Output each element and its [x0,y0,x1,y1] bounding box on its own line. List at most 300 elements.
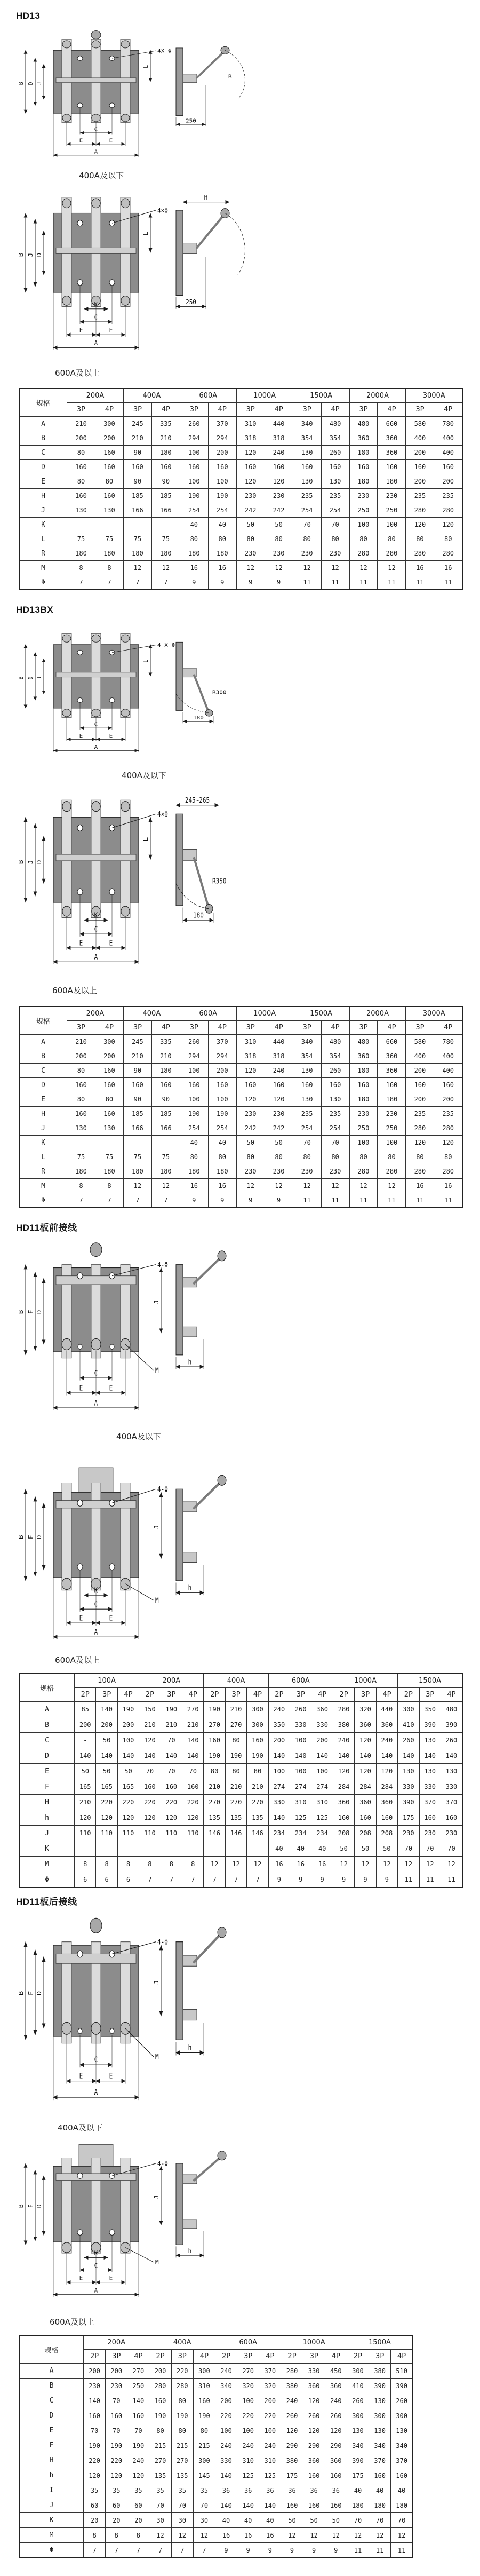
dimension-value-cell: 80 [293,1150,321,1164]
dim-label-e2: E [109,137,113,144]
dimension-value-cell: 11 [406,1193,434,1208]
dim-label-f: F [27,1535,34,1540]
dimension-value-cell: 8 [96,1857,117,1872]
dimension-value-cell: 11 [293,575,321,590]
dimension-value-cell: 160 [236,1078,265,1092]
dimension-value-cell: 260 [347,2393,369,2408]
dimension-value-cell: 12 [151,561,180,575]
dimension-value-cell: 360 [376,1795,397,1810]
dim-label-e2: E [109,1384,113,1392]
dimension-value-cell: 75 [123,1150,151,1164]
dimension-value-cell: 7 [139,1872,161,1888]
dimension-row-label: L [19,1150,67,1164]
dimension-value-cell: 35 [149,2483,171,2498]
dimension-value-cell: 11 [369,2543,391,2558]
dimension-value-cell: 230 [378,1107,406,1121]
dimension-value-cell: 130 [95,503,123,518]
dimension-value-cell: 40 [215,2513,237,2528]
dimension-value-cell: 166 [123,1121,151,1136]
dimension-value-cell: 318 [236,1049,265,1064]
pole-column-header: 4P [378,403,406,417]
dimension-value-cell: 36 [237,2483,259,2498]
dimension-value-cell: 12 [293,561,321,575]
dimension-value-cell: 270 [204,1717,225,1733]
dimension-value-cell: 210 [161,1717,182,1733]
dimension-value-cell: 140 [75,1748,96,1764]
dimension-value-cell: 180 [151,1064,180,1078]
dimension-value-cell: 11 [391,2543,413,2558]
dimension-value-cell: 7 [171,2543,193,2558]
dim-label-r350: R350 [212,877,227,885]
dimension-value-cell: 70 [193,2498,215,2513]
dimension-row [19,460,462,474]
dim-label-250: 250 [186,118,196,124]
dimension-value-cell: 210 [182,1717,204,1733]
dimension-value-cell: 140 [215,2498,237,2513]
dimension-value-cell: 230 [419,1826,441,1841]
dimension-value-cell: 185 [123,1107,151,1121]
dimension-value-cell: 9 [236,1193,265,1208]
dimension-row-label: K [19,2513,84,2528]
pole-column-header: 3P [236,1021,265,1035]
dimension-value-cell: 230 [236,1107,265,1121]
pole-column-header: 4P [95,403,123,417]
dimension-value-cell: 240 [281,2393,303,2408]
dimension-row-label: J [19,503,67,518]
dimension-value-cell: 140 [419,1748,441,1764]
dimension-value-cell: 200 [406,1064,434,1078]
dimension-row [19,2483,413,2498]
rating-column-header: 1500A [293,1006,349,1021]
dimension-value-cell: 50 [75,1764,96,1779]
pole-column-header: 3P [369,2350,391,2364]
dimension-row-label: E [19,474,67,489]
hd11-front-wired-over-600a-drawing [16,1464,251,1653]
dimension-value-cell: 80 [95,1092,123,1107]
dimension-value-cell: 240 [215,2364,237,2379]
dimension-value-cell: 20 [106,2513,127,2528]
dimension-value-cell: 160 [355,1810,376,1826]
dimension-value-cell: 30 [193,2513,215,2528]
section-heading-hd13bx: HD13BX [16,605,54,615]
dimension-row [19,1733,462,1748]
dimension-value-cell: 230 [265,489,293,503]
dimension-value-cell: 165 [75,1779,96,1795]
dimension-value-cell: 300 [391,2408,413,2423]
dimension-value-cell: 260 [180,1035,208,1049]
dimension-value-cell: 234 [290,1826,311,1841]
dimension-value-cell: 335 [151,417,180,431]
dimension-value-cell: 160 [406,460,434,474]
dimension-value-cell: 250 [378,503,406,518]
hd13bx-under-400a-drawing [16,623,251,765]
dimension-value-cell: 240 [268,1702,290,1717]
pole-column-header: 3P [161,1688,182,1702]
dimension-value-cell: 270 [182,1702,204,1717]
dimension-value-cell: 11 [321,575,349,590]
dim-label-r300: R300 [212,689,227,696]
dimension-value-cell: 70 [419,1841,441,1857]
dimension-value-cell: 80 [349,532,378,546]
dimension-value-cell: 240 [333,1733,354,1748]
dimension-value-cell: 160 [180,460,208,474]
dimension-value-cell: 200 [215,2393,237,2408]
dimension-value-cell: 8 [67,561,95,575]
section-heading-hd13: HD13 [16,11,41,21]
terminal-bolt-label: M [155,1596,159,1605]
dimension-value-cell: 8 [161,1857,182,1872]
dimension-value-cell: 70 [441,1841,462,1857]
dimension-value-cell: 7 [149,2543,171,2558]
dimension-value-cell: 390 [347,2453,369,2468]
dimension-value-cell: 7 [95,575,123,590]
pole-column-header: 4P [265,403,293,417]
dimension-value-cell: 380 [281,2379,303,2393]
pole-column-header: 4P [182,1688,204,1702]
dimension-row [19,1150,462,1164]
dimension-value-cell: 120 [303,2423,325,2438]
dimension-value-cell: 190 [180,489,208,503]
dimension-value-cell: 280 [434,1164,462,1179]
dimension-value-cell: - [139,1841,161,1857]
dim-label-e2: E [109,939,113,947]
dim-label-l: L [142,837,149,842]
dimension-value-cell: 8 [139,1857,161,1872]
dimension-value-cell: 440 [265,1035,293,1049]
dimension-value-cell: 75 [151,1150,180,1164]
dimension-value-cell: 245 [123,1035,151,1049]
dimension-row [19,1121,462,1136]
dimension-value-cell: 85 [75,1702,96,1717]
dimension-value-cell: 160 [321,460,349,474]
dimension-value-cell: 11 [434,575,462,590]
dimension-value-cell: 310 [259,2453,281,2468]
dimension-value-cell: 580 [406,417,434,431]
dimension-value-cell: 200 [406,446,434,460]
dimension-value-cell: 230 [106,2379,127,2393]
dimension-value-cell: 120 [303,2393,325,2408]
dimension-value-cell: 160 [95,1107,123,1121]
dimension-value-cell: 480 [321,417,349,431]
dimension-row [19,2408,413,2423]
pole-column-header: 3P [180,403,208,417]
dim-label-b: B [17,1991,25,1996]
dimension-value-cell: 230 [378,489,406,503]
dimension-value-cell: 340 [391,2438,413,2453]
dimension-value-cell: 160 [180,1078,208,1092]
drawing-caption: 400A及以下 [79,171,124,180]
rating-column-header: 1000A [281,2335,347,2350]
dimension-value-cell: 70 [293,518,321,532]
dimension-value-cell: 240 [127,2453,149,2468]
pole-column-header: 2P [204,1688,225,1702]
dimension-value-cell: 70 [182,1764,204,1779]
dimension-value-cell: - [247,1841,268,1857]
dimension-value-cell: - [182,1841,204,1857]
rating-column-header: 1000A [236,1006,293,1021]
dimension-value-cell: 240 [215,2438,237,2453]
dim-label-h-small: h [188,1358,192,1366]
dim-label-r: R [228,74,232,80]
dimension-row [19,1092,462,1107]
dimension-value-cell: 280 [434,503,462,518]
dimension-value-cell: 9 [311,1872,333,1888]
dimension-value-cell: 7 [204,1872,225,1888]
dimension-value-cell: 215 [171,2438,193,2453]
dimension-value-cell: 270 [204,1795,225,1810]
dimension-value-cell: 235 [434,1107,462,1121]
dimension-value-cell: 130 [95,1121,123,1136]
dimension-value-cell: 340 [347,2438,369,2453]
dimension-value-cell: 284 [355,1779,376,1795]
dimension-value-cell: 140 [139,1748,161,1764]
dimension-value-cell: 120 [84,2468,106,2483]
dimension-value-cell: 50 [281,2513,303,2528]
dimension-value-cell: 12 [333,1857,354,1872]
dimension-value-cell: 7 [106,2543,127,2558]
dimension-row [19,1717,462,1733]
dimension-value-cell: 120 [325,2423,347,2438]
dim-label-180: 180 [193,911,204,920]
dimension-row-label: F [19,1779,75,1795]
dimension-value-cell: 330 [441,1779,462,1795]
dimension-row-label: E [19,1092,67,1107]
dimension-value-cell: 310 [311,1795,333,1810]
dimension-value-cell: - [95,1136,123,1150]
dim-label-e1: E [79,326,83,334]
dimension-value-cell: 12 [376,1857,397,1872]
rating-column-header: 200A [84,2335,149,2350]
dimension-value-cell: 580 [406,1035,434,1049]
dimension-value-cell: - [75,1841,96,1857]
dimension-value-cell: 200 [149,2364,171,2379]
dimension-row [19,1826,462,1841]
dimension-value-cell: 254 [293,503,321,518]
dimension-value-cell: 12 [123,1179,151,1193]
dimension-value-cell: 190 [127,2438,149,2453]
dim-label-h: H [204,193,208,202]
pole-column-header: 3P [180,1021,208,1035]
rating-column-header: 600A [215,2335,281,2350]
dimension-value-cell: 130 [347,2423,369,2438]
dimension-value-cell: 300 [398,1702,419,1717]
dim-label-j: J [153,1299,160,1304]
dimension-row [19,474,462,489]
dimension-value-cell: 36 [325,2483,347,2498]
dimension-row-label: C [19,446,67,460]
dimension-value-cell: 210 [204,1779,225,1795]
dimension-value-cell: 200 [259,2393,281,2408]
side-view [176,46,245,126]
dimension-value-cell: 190 [225,1748,246,1764]
front-view [53,2144,139,2253]
dimension-value-cell: 200 [268,1733,290,1748]
operating-knob [91,31,101,39]
dimension-value-cell: 9 [376,1872,397,1888]
dimension-value-cell: 190 [204,1702,225,1717]
pole-column-header: 4P [378,1021,406,1035]
pole-column-header: 3P [419,1688,441,1702]
dimension-value-cell: 60 [106,2498,127,2513]
dimension-value-cell: 180 [349,1092,378,1107]
dimension-value-cell: 16 [208,561,236,575]
dimension-value-cell: 294 [180,431,208,446]
dimension-value-cell: 160 [95,1064,123,1078]
dim-label-e2: E [109,733,113,739]
dimension-value-cell: 270 [247,1795,268,1810]
dimension-value-cell: 215 [193,2438,215,2453]
dimension-value-cell: 50 [265,518,293,532]
dim-label-f: F [27,2204,34,2208]
dimension-value-cell: 230 [84,2379,106,2393]
dimension-value-cell: 9 [215,2543,237,2558]
dim-label-e1: E [79,137,83,144]
dimension-value-cell: 310 [237,2453,259,2468]
dimension-value-cell: 160 [265,460,293,474]
dimension-value-cell: 35 [84,2483,106,2498]
dimension-value-cell: 240 [265,1064,293,1078]
dimension-value-cell: 160 [161,1779,182,1795]
dimension-value-cell: 12 [355,1857,376,1872]
dimension-value-cell: 130 [67,503,95,518]
pole-column-header: 3P [237,2350,259,2364]
dimension-value-cell: 160 [369,2468,391,2483]
dimension-value-cell: 150 [139,1702,161,1717]
dimension-value-cell: 210 [123,1049,151,1064]
dimension-value-cell: 12 [441,1857,462,1872]
dimension-row [19,2423,413,2438]
dimension-value-cell: 9 [355,1872,376,1888]
dimension-value-cell: 70 [391,2513,413,2528]
dimension-value-cell: 360 [311,1702,333,1717]
front-view [53,1918,139,2043]
dimension-value-cell: 9 [180,1193,208,1208]
dimension-row-label: Φ [19,2543,84,2558]
dimension-value-cell: 230 [349,1107,378,1121]
dimension-value-cell: 254 [208,503,236,518]
dimension-value-cell: 510 [391,2364,413,2379]
dimension-value-cell: 330 [419,1779,441,1795]
dim-label-c: C [94,722,98,728]
dimension-value-cell: 40 [391,2483,413,2498]
pole-column-header: 4P [193,2350,215,2364]
dimension-value-cell: 80 [378,1150,406,1164]
spec-header: 规格 [19,1674,75,1702]
dimension-row [19,2393,413,2408]
dimension-value-cell: 230 [265,546,293,561]
dimension-value-cell: 100 [290,1764,311,1779]
pole-column-header: 3P [106,2350,127,2364]
terminal-bolt-label: M [155,2052,159,2062]
pole-column-header: 3P [290,1688,311,1702]
dimension-value-cell: 12 [225,1857,246,1872]
section-heading-hd11-front: HD11板前接线 [16,1223,77,1233]
dim-label-j: J [27,252,34,257]
dim-label-d: D [35,1991,43,1996]
dimension-value-cell: 100 [237,2393,259,2408]
dimension-value-cell: 130 [321,474,349,489]
dimension-value-cell: 340 [215,2379,237,2393]
dim-label-j: J [36,82,43,85]
rating-column-header: 1500A [398,1674,462,1688]
dimension-value-cell: 260 [391,2393,413,2408]
dimension-value-cell: 180 [123,1164,151,1179]
dimension-row [19,1179,462,1193]
dimension-value-cell: 100 [180,1092,208,1107]
dimension-value-cell: 320 [259,2379,281,2393]
dimension-value-cell: 35 [127,2483,149,2498]
dimension-value-cell: 360 [355,1717,376,1733]
dim-label-b: B [17,252,25,257]
dimension-value-cell: 294 [208,1049,236,1064]
dimension-value-cell: 294 [180,1049,208,1064]
dimension-value-cell: 80 [225,1733,246,1748]
dimension-row-label: A [19,417,67,431]
dimension-value-cell: 12 [419,1857,441,1872]
pole-column-header: 2P [347,2350,369,2364]
dimension-value-cell: 120 [376,1764,397,1779]
dimension-value-cell: 180 [67,546,95,561]
dimension-value-cell: 16 [434,1179,462,1193]
dimension-value-cell: 80 [378,532,406,546]
dimension-value-cell: 165 [96,1779,117,1795]
dimension-value-cell: 120 [127,2468,149,2483]
dimension-value-cell: 200 [311,1733,333,1748]
dimension-value-cell: 360 [378,446,406,460]
dimension-value-cell: 180 [349,1064,378,1078]
dimension-value-cell: 70 [161,1733,182,1748]
dimension-row-label: L [19,532,67,546]
dimension-row-label: K [19,1136,67,1150]
dimension-value-cell: 160 [293,1078,321,1092]
dimension-value-cell: 480 [441,1702,462,1717]
dimension-value-cell: 120 [236,1064,265,1078]
dimension-value-cell: 50 [355,1841,376,1857]
dimension-value-cell: 280 [349,1164,378,1179]
dim-label-l: L [142,659,150,663]
dimension-value-cell: 130 [293,1064,321,1078]
dimension-value-cell: 12 [325,2528,347,2543]
dimension-value-cell: 110 [161,1826,182,1841]
dimension-value-cell: 190 [208,1107,236,1121]
dimension-value-cell: 125 [290,1810,311,1826]
dimension-value-cell: 160 [208,460,236,474]
dimension-value-cell: 80 [265,532,293,546]
dimension-value-cell: 12 [193,2528,215,2543]
dimension-row [19,2513,413,2528]
front-view [53,197,139,307]
pole-column-header: 3P [293,403,321,417]
dimension-value-cell: 9 [303,2543,325,2558]
dimension-value-cell: 160 [139,1779,161,1795]
dimension-value-cell: 100 [215,2423,237,2438]
dim-label-c: C [94,126,98,133]
dimension-value-cell: 370 [369,2453,391,2468]
dimension-value-cell: 235 [293,1107,321,1121]
dimension-row-label: B [19,1049,67,1064]
dimension-row [19,1193,462,1208]
dimension-value-cell: 40 [208,1136,236,1150]
hd11-rear-wired-over-600a-drawing [16,2141,251,2309]
dimension-value-cell: 185 [123,489,151,503]
dim-label-a: A [94,1399,98,1407]
dimension-value-cell: 12 [281,2528,303,2543]
dim-label-k: K [94,300,98,308]
dimension-row-label: C [19,2393,84,2408]
dimension-value-cell: 480 [349,417,378,431]
rating-column-header: 200A [67,389,124,403]
dimension-value-cell: 230 [265,1107,293,1121]
